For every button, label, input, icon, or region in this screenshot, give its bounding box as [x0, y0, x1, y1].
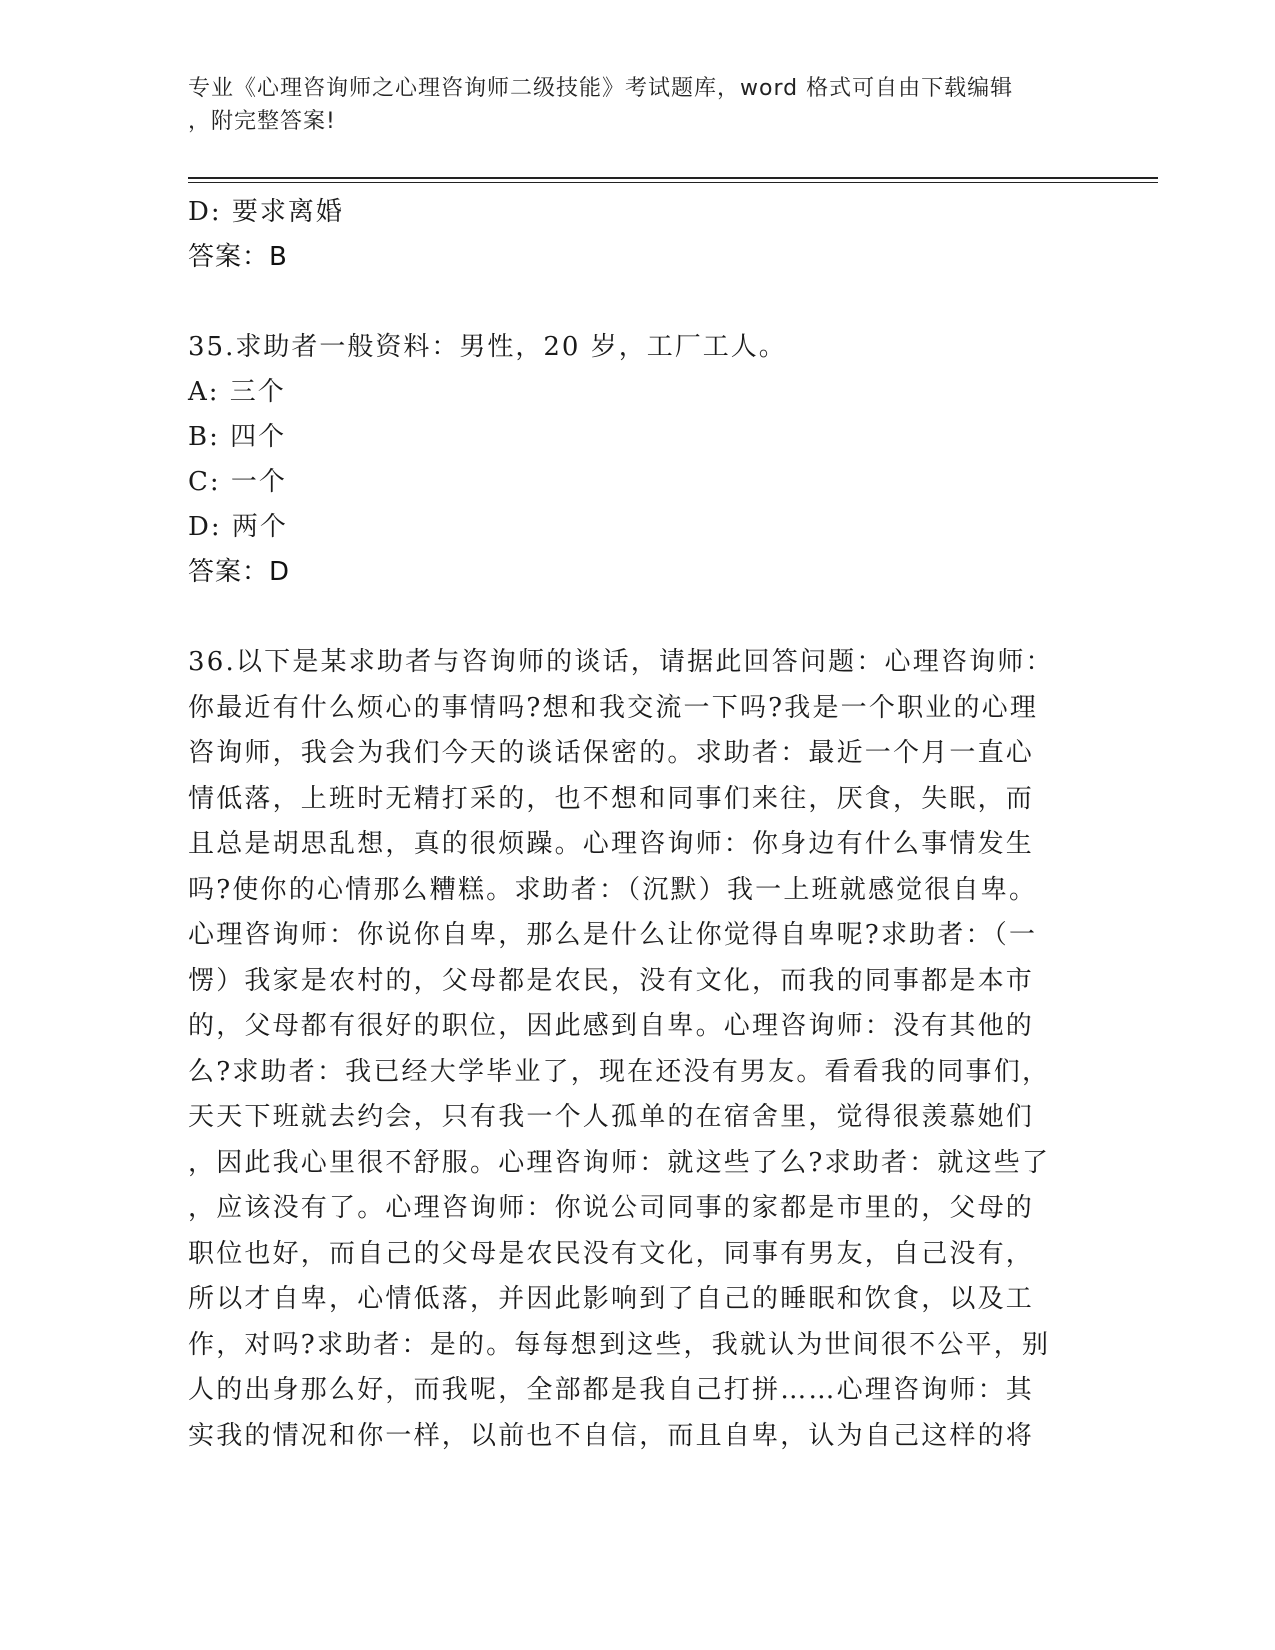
q36-line: 你最近有什么烦心的事情吗?想和我交流一下吗?我是一个职业的心理 — [188, 692, 1039, 723]
q36-line: 吗?使你的心情那么糟糕。求助者：（沉默）我一上班就感觉很自卑。 — [188, 874, 1038, 905]
page-header — [188, 72, 1068, 138]
q36-line: 情低落，上班时无精打采的，也不想和同事们来往，厌食，失眠，而 — [188, 783, 1035, 814]
q36-line: 36.以下是某求助者与咨询师的谈话，请据此回答问题：心理咨询师： — [188, 647, 1054, 677]
document-body — [188, 190, 1088, 1459]
q36-line: 且总是胡思乱想，真的很烦躁。心理咨询师：你身边有什么事情发生 — [188, 829, 1035, 859]
q36-line: 人的出身那么好，而我呢，全部都是我自己打拼……心理咨询师：其 — [188, 1375, 1035, 1405]
q35-option-d: D: 两个 — [188, 512, 288, 542]
q36-line: 职位也好，而自己的父母是农民没有文化，同事有男友，自己没有， — [188, 1238, 1035, 1269]
q36-line: 作，对吗?求助者：是的。每每想到这些，我就认为世间很不公平，别 — [188, 1329, 1051, 1360]
q36-line: 愣）我家是农村的，父母都是农民，没有文化，而我的同事都是本市 — [188, 965, 1035, 996]
q36-line: 么?求助者：我已经大学毕业了，现在还没有男友。看看我的同事们， — [188, 1056, 1051, 1087]
header-rule-thin — [188, 182, 1158, 183]
q35-option-b: B: 四个 — [188, 422, 287, 452]
q36-line: 天天下班就去约会，只有我一个人孤单的在宿舍里，觉得很羡慕她们 — [188, 1102, 1035, 1132]
header-rule-thick — [188, 177, 1158, 179]
q35-stem: 35.求助者一般资料：男性，20 岁，工厂工人。 — [188, 332, 787, 362]
header-line-2: ，附完整答案! — [188, 109, 336, 134]
q36-line: ，应该没有了。心理咨询师：你说公司同事的家都是市里的，父母的 — [188, 1193, 1035, 1223]
q35-answer: 答案：D — [188, 557, 291, 587]
q36-line: ，因此我心里很不舒服。心理咨询师：就这些了么?求助者：就这些了 — [188, 1147, 1051, 1178]
spacer — [188, 595, 1088, 640]
q35-option-a: A: 三个 — [188, 377, 286, 407]
q36-line: 咨询师，我会为我们今天的谈话保密的。求助者：最近一个月一直心 — [188, 738, 1035, 768]
q36-line: 所以才自卑，心情低落，并因此影响到了自己的睡眠和饮食，以及工 — [188, 1284, 1035, 1314]
q36-line: 实我的情况和你一样，以前也不自信，而且自卑，认为自己这样的将 — [188, 1420, 1035, 1451]
spacer — [188, 280, 1088, 325]
q36-stem — [188, 640, 1088, 1459]
q34-answer: 答案：B — [188, 242, 288, 272]
q34-option-d: D: 要求离婚 — [188, 197, 344, 227]
q36-line: 的，父母都有很好的职位，因此感到自卑。心理咨询师：没有其他的 — [188, 1011, 1035, 1041]
q36-line: 心理咨询师：你说你自卑，那么是什么让你觉得自卑呢?求助者：（一 — [188, 920, 1038, 950]
q35-option-c: C: 一个 — [188, 467, 287, 497]
header-line-1: 专业《心理咨询师之心理咨询师二级技能》考试题库，word 格式可自由下载编辑 — [188, 76, 1014, 101]
